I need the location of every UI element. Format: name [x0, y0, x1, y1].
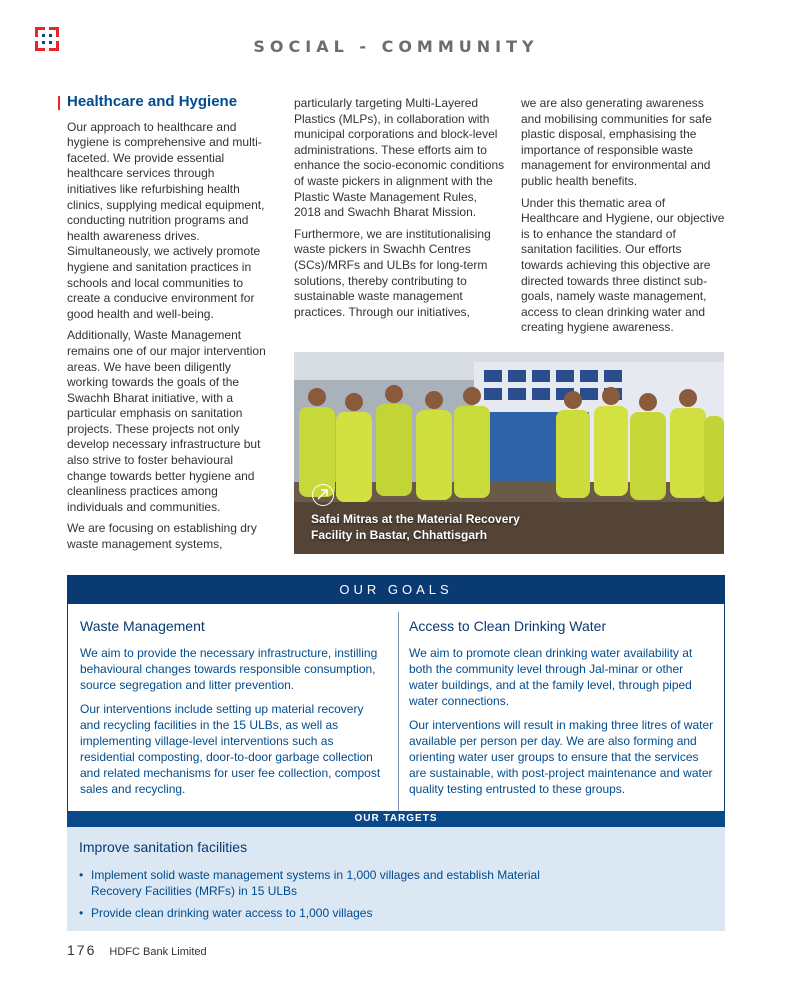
- goal-waste-management: [80, 618, 385, 805]
- page-number: 176: [67, 942, 97, 958]
- targets-list: [79, 868, 713, 922]
- page-footer: [67, 942, 207, 958]
- our-goals-header: OUR GOALS: [68, 576, 724, 604]
- goals-divider: [398, 612, 399, 812]
- list-item: • Implement solid waste management systems in 1,000 villages and establish Material Recovery Facilities (MRFs) in 15 ULBs: [79, 868, 549, 899]
- goal-paragraph: Our interventions include setting up material recovery and recycling facilities in the 15 ULBs, as well as implementing village-level interventions such as residential composting, door-to-door garbage collection and related mechanisms for user fee collection, compost sales and recycling.: [80, 702, 381, 796]
- our-targets-box: [67, 827, 725, 931]
- paragraph: Furthermore, we are institutionalising waste pickers in Swachh Centres (SCs)/MRFs and ULBs for long-term solutions, thereby contributing to sustainable waste management practices. Through our initiatives,: [294, 226, 491, 319]
- paragraph: Our approach to healthcare and hygiene is comprehensive and multi-faceted. We provide essential healthcare services through initiatives like refurbishing health clinics, supplying medical equipment, conducting nutrition programs and health awareness drives. Simultaneously, we actively promote hygiene and sanitation practices in schools and local communities to create a conducive environment for good health and well-being.: [67, 119, 265, 321]
- paragraph: particularly targeting Multi-Layered Plastics (MLPs), in collaboration with municipal corporations and block-level administrations. These efforts aim to enhance the socio-economic conditions of waste pickers in alignment with the Plastic Waste Management Rules, 2018 and Swachh Bharat Mission.: [294, 96, 505, 220]
- goal-paragraph: Our interventions will result in making three litres of water available per person per day. We are also forming and orienting water user groups to ensure that the services are sustainable, with post-project maintenance and water quality testing entrusted to these groups.: [409, 718, 714, 796]
- goal-paragraph: We aim to promote clean drinking water availability at both the community level through Jal-minar or other water buildings, and at the family level, through piped water connections.: [409, 646, 693, 708]
- our-goals-box: [67, 575, 725, 812]
- goal-paragraph: We aim to provide the necessary infrastructure, instilling behavioural changes towards responsible consumption, source segregation and litter prevention.: [80, 646, 378, 692]
- targets-title: Improve sanitation facilities: [79, 839, 248, 855]
- paragraph: Under this thematic area of Healthcare and Hygiene, our objective is to enhance the standard of sanitation facilities. Our efforts towards achieving this objective are directed towards three distinct sub-goals, namely waste management, access to clean drinking water and creating hygiene awareness.: [521, 195, 725, 335]
- photo-caption: Safai Mitras at the Material Recovery Facility in Bastar, Chhattisgarh: [311, 512, 520, 542]
- goal-title: Waste Management: [80, 618, 205, 634]
- photo-safai-mitras: [294, 352, 724, 554]
- arrow-up-right-icon: [312, 484, 334, 506]
- goal-title: Access to Clean Drinking Water: [409, 618, 607, 634]
- our-targets-header: OUR TARGETS: [67, 811, 725, 827]
- goal-clean-drinking-water: [409, 618, 714, 805]
- article-column-1: [67, 94, 267, 559]
- list-item: • Provide clean drinking water access to 1,000 villages: [79, 906, 549, 922]
- paragraph: Additionally, Waste Management remains one of our major intervention areas. We have been diligently working towards the goals of the Swachh Bharat initiative, with a particular emphasis on sanitation projects. These projects not only develop necessary infrastructure but also strive to foster behavioural change towards better hygiene and cleanliness practices among individuals and communities.: [67, 328, 266, 514]
- article-heading: Healthcare and Hygiene: [67, 94, 267, 110]
- paragraph: We are focusing on establishing dry waste management systems,: [67, 521, 257, 552]
- company-name: HDFC Bank Limited: [109, 946, 207, 958]
- article-column-2: [294, 96, 506, 326]
- article-column-3: [521, 96, 726, 342]
- section-title: SOCIAL - COMMUNITY: [253, 37, 539, 56]
- paragraph: we are also generating awareness and mobilising communities for safe plastic disposal, emphasising the importance of responsible waste management for environmental and public health benefits.: [521, 96, 712, 188]
